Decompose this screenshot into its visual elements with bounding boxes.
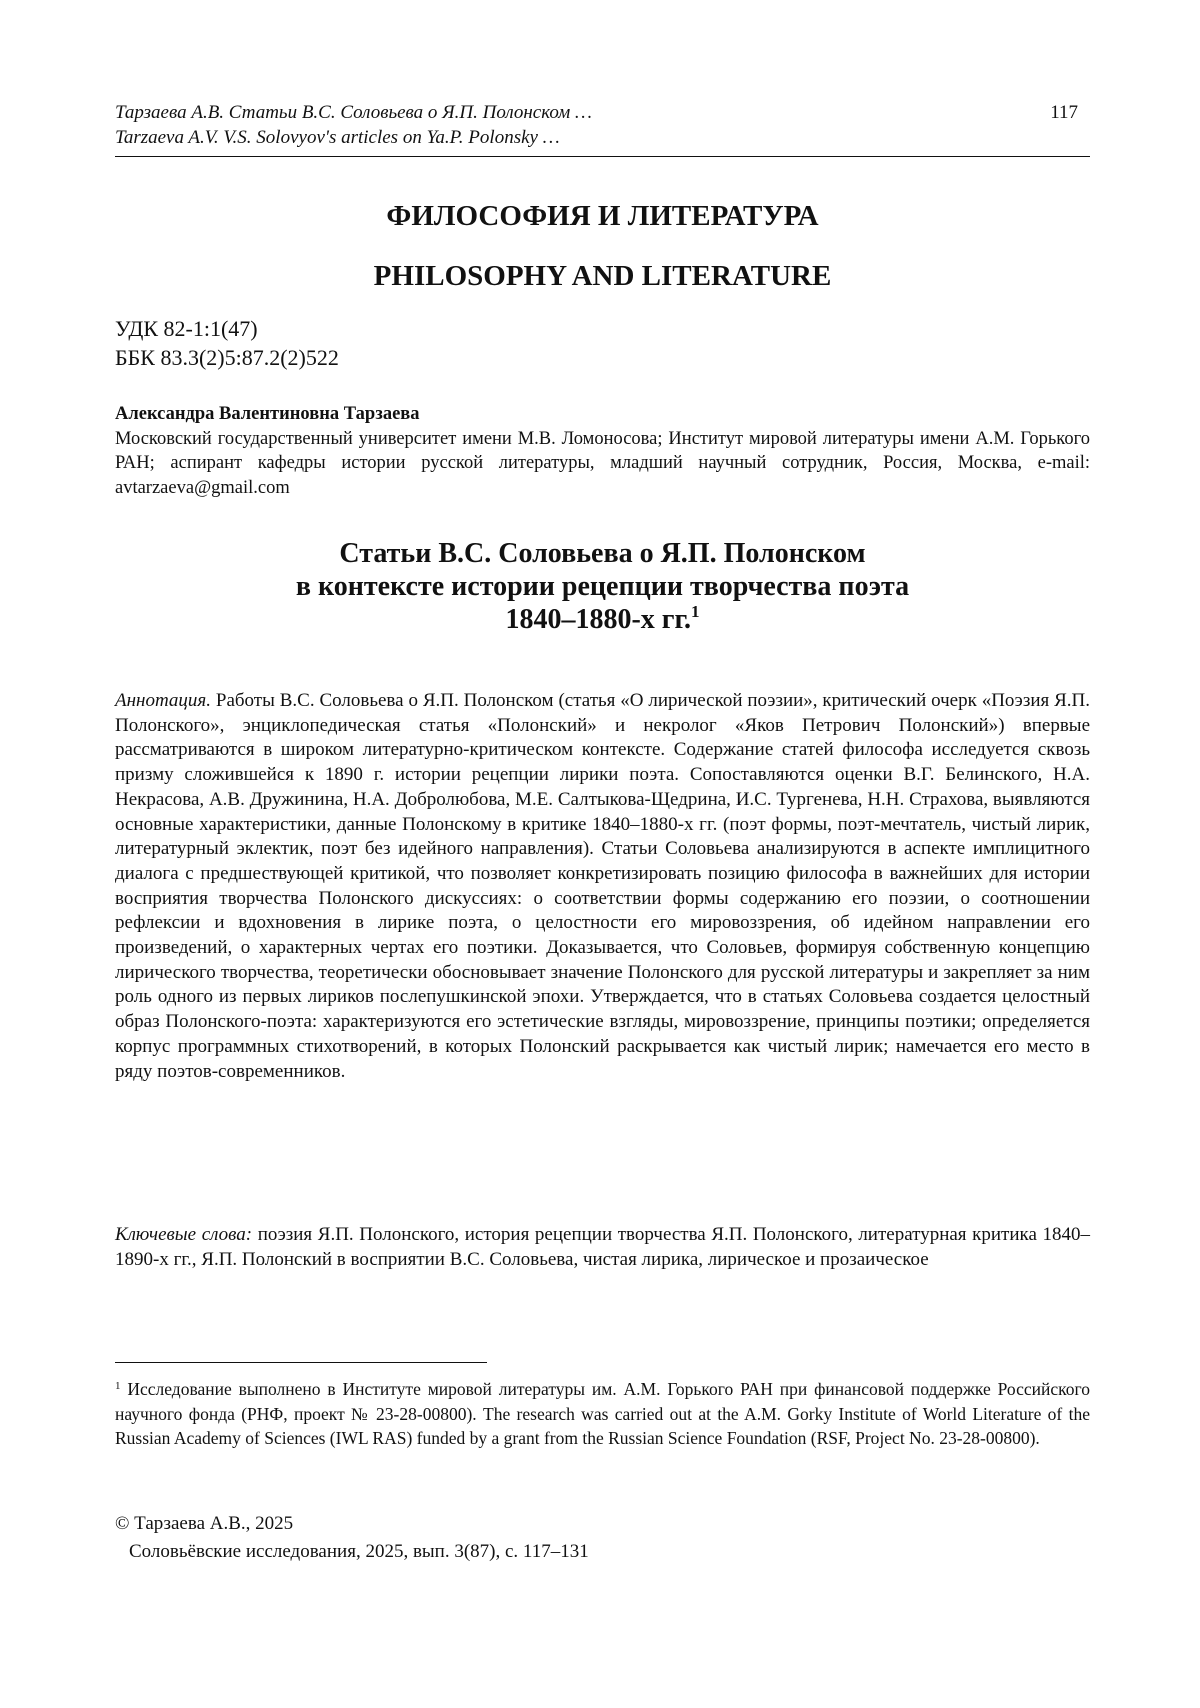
- keywords: [115, 1222, 1090, 1272]
- section-heading: [115, 186, 1090, 306]
- page-number: 117: [1050, 102, 1078, 123]
- copyright: © Тарзаева А.В., 2025: [115, 1513, 294, 1534]
- header-divider: [115, 156, 1090, 157]
- author-affiliation: Московский государственный университет имени М.В. Ломоносова; Институт мировой литературы имени А.М. Горького РАН; аспирант кафедры истории русской литературы, младший научный сотрудник, Россия, Москва, e-mail: avtarzaeva@gmail.com: [115, 428, 1090, 498]
- article-title-line-3: [115, 603, 1090, 636]
- footnote-ref[interactable]: 1: [691, 602, 700, 621]
- author-name: Александра Валентиновна Тарзаева: [115, 404, 420, 424]
- journal-citation: Соловьёвские исследования, 2025, вып. 3(87), с. 117–131: [129, 1541, 589, 1562]
- article-title-line-2: в контексте истории рецепции творчества поэта: [295, 571, 910, 602]
- article-title-years: 1840–1880-х гг.: [505, 604, 692, 635]
- keywords-text: поэзия Я.П. Полонского, история рецепции творчества Я.П. Полонского, литературная критика 1840–1890-х гг., Я.П. Полонский в восприятии В.С. Соловьева, чистая лирика, лирическое и прозаическое: [115, 1224, 1090, 1270]
- footnote-divider: [115, 1362, 487, 1363]
- footnote-text: Исследование выполнено в Институте мировой литературы им. А.М. Горького РАН при финансовой поддержке Российского научного фонда (РНФ, проект № 23-28-00800). The research was carried out at the A.M. Gorky Institute of World Literature of the Russian Academy of Sciences (IWL RAS) funded by a grant from the Russian Science Foundation (RSF, Project No. 23-28-00800).: [115, 1379, 1090, 1448]
- keywords-label: Ключевые слова:: [115, 1224, 253, 1245]
- footnote-marker: 1: [115, 1380, 121, 1392]
- classification-codes: [115, 314, 339, 372]
- running-head-ru: Тарзаева А.В. Статьи В.С. Соловьева о Я.П. Полонском …: [115, 102, 592, 123]
- article-title: [115, 537, 1090, 636]
- article-title-line-1: Статьи В.С. Соловьева о Я.П. Полонском: [339, 538, 866, 569]
- udk-code: УДК 82-1:1(47): [115, 316, 258, 341]
- author-block: [115, 402, 1090, 500]
- abstract: [115, 689, 1090, 1084]
- bbk-code: ББК 83.3(2)5:87.2(2)522: [115, 345, 339, 370]
- running-head-en: Tarzaeva A.V. V.S. Solovyov's articles on Ya.P. Polonsky …: [115, 127, 560, 148]
- section-title-en: PHILOSOPHY AND LITERATURE: [373, 260, 832, 292]
- section-title-ru: ФИЛОСОФИЯ И ЛИТЕРАТУРА: [386, 200, 819, 232]
- abstract-text: Работы В.С. Соловьева о Я.П. Полонском (статья «О лирической поэзии», критический очерк «Поэзия Я.П. Полонского», энциклопедическая статья «Полонский» и некролог «Яков Петрович Полонский») впервые рассматриваются в широком литературно-критическом контексте. Содержание статей философа исследуется сквозь призму сложившейся к 1890 г. истории рецепции лирики поэта. Сопоставляются оценки В.Г. Белинского, Н.А. Некрасова, А.В. Дружинина, Н.А. Добролюбова, М.Е. Салтыкова-Щедрина, И.С. Тургенева, Н.Н. Страхова, выявляются основные характеристики, данные Полонскому в критике 1840–1880-х гг. (поэт формы, поэт-мечтатель, чистый лирик, литературный эклектик, поэт без идейного направления). Статьи Соловьева анализируются в аспекте имплицитного диалога с предшествующей критикой, что позволяет конкретизировать позицию философа в важнейших для истории восприятия творчества Полонского дискуссиях: о соответствии формы содержанию его поэзии, о соотношении рефлексии и вдохновения в лирике поэта, о целостности его мировоззрения, об идейном направлении его произведений, о характерных чертах его поэтики. Доказывается, что Соловьев, формируя собственную концепцию лирического творчества, теоретически обосновывает значение Полонского для русской литературы и закрепляет за ним роль одного из первых лириков послепушкинской эпохи. Утверждается, что в статьях Соловьева создается целостный образ Полонского-поэта: характеризуются его эстетические взгляды, мировоззрение, принципы поэтики; определяется корпус программных стихотворений, в которых Полонский раскрывается как чистый лирик; намечается его место в ряду поэтов-современников.: [115, 690, 1091, 1082]
- footnote: [115, 1377, 1090, 1451]
- abstract-label: Аннотация.: [115, 690, 211, 711]
- running-head: [115, 100, 1090, 150]
